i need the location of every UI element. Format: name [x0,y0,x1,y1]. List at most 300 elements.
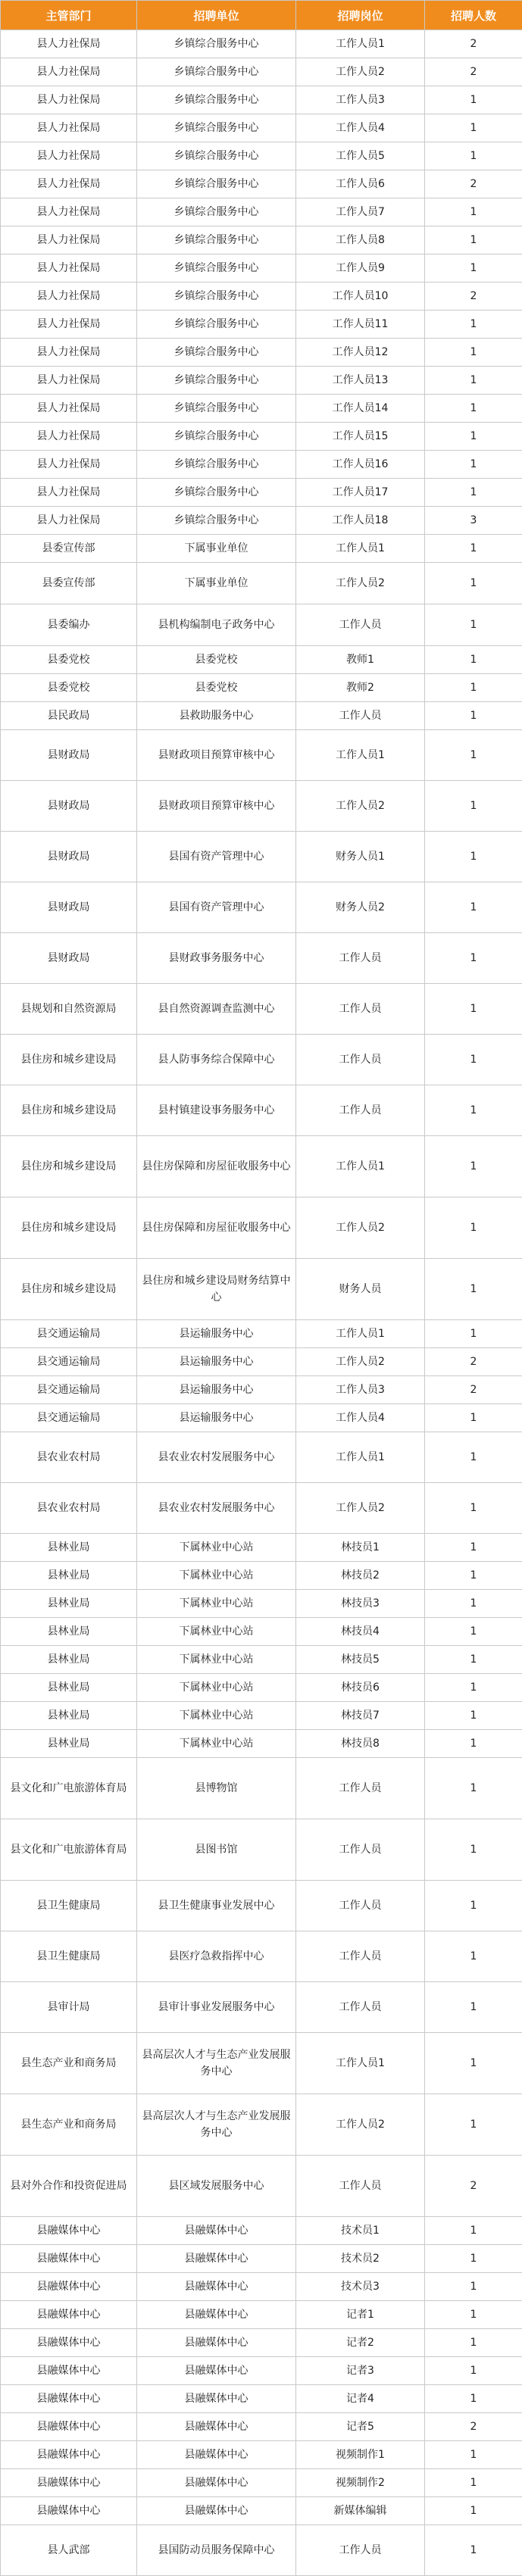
cell-post: 工作人员 [296,1085,425,1136]
table-row [1,479,522,507]
cell-post: 工作人员 [296,604,425,646]
cell-count: 1 [425,832,522,882]
table-row [1,2156,522,2217]
table-row [1,339,522,367]
cell-count: 1 [425,1136,522,1197]
cell-dept: 县林业局 [1,1534,137,1562]
cell-unit: 县国防动员服务保障中心 [137,2525,296,2576]
cell-unit: 县融媒体中心 [137,2245,296,2273]
cell-count: 1 [425,2385,522,2413]
cell-post: 林技员8 [296,1730,425,1758]
cell-unit: 县财政项目预算审核中心 [137,781,296,832]
table-row [1,58,522,86]
table-row [1,2441,522,2469]
cell-dept: 县人力社保局 [1,170,137,198]
table-row [1,1758,522,1819]
cell-dept: 县卫生健康局 [1,1931,137,1982]
table-row [1,535,522,563]
cell-count: 3 [425,507,522,535]
cell-unit: 县融媒体中心 [137,2273,296,2301]
cell-dept: 县人力社保局 [1,283,137,311]
cell-unit: 县高层次人才与生态产业发展服务中心 [137,2094,296,2156]
cell-dept: 县住房和城乡建设局 [1,1035,137,1085]
table-row [1,114,522,142]
cell-dept: 县林业局 [1,1562,137,1590]
cell-unit: 乡镇综合服务中心 [137,423,296,451]
cell-dept: 县融媒体中心 [1,2385,137,2413]
cell-count: 1 [425,367,522,395]
cell-post: 工作人员16 [296,451,425,479]
cell-unit: 县融媒体中心 [137,2441,296,2469]
cell-count: 1 [425,254,522,283]
cell-post: 林技员1 [296,1534,425,1562]
cell-dept: 县财政局 [1,933,137,984]
cell-unit: 县运输服务中心 [137,1320,296,1348]
table-row [1,563,522,604]
cell-dept: 县林业局 [1,1702,137,1730]
cell-dept: 县对外合作和投资促进局 [1,2156,137,2217]
cell-unit: 乡镇综合服务中心 [137,479,296,507]
table-row [1,2273,522,2301]
cell-dept: 县财政局 [1,832,137,882]
cell-count: 2 [425,2156,522,2217]
cell-unit: 下属林业中心站 [137,1646,296,1674]
cell-count: 1 [425,1819,522,1881]
cell-post: 工作人员4 [296,1404,425,1432]
cell-unit: 县医疗急救指挥中心 [137,1931,296,1982]
cell-dept: 县人力社保局 [1,198,137,226]
cell-unit: 县融媒体中心 [137,2329,296,2357]
cell-unit: 乡镇综合服务中心 [137,283,296,311]
cell-count: 1 [425,2033,522,2094]
cell-post: 新媒体编辑 [296,2497,425,2525]
cell-count: 1 [425,339,522,367]
table-row [1,933,522,984]
cell-post: 工作人员11 [296,311,425,339]
cell-count: 1 [425,1758,522,1819]
table-row [1,604,522,646]
cell-count: 1 [425,1590,522,1618]
cell-post: 林技员5 [296,1646,425,1674]
table-row [1,1881,522,1931]
cell-dept: 县融媒体中心 [1,2217,137,2245]
cell-dept: 县融媒体中心 [1,2413,137,2441]
table-row [1,1730,522,1758]
cell-dept: 县财政局 [1,730,137,781]
cell-count: 1 [425,2441,522,2469]
cell-dept: 县人力社保局 [1,311,137,339]
cell-count: 1 [425,2469,522,2497]
cell-dept: 县融媒体中心 [1,2329,137,2357]
cell-dept: 县文化和广电旅游体育局 [1,1758,137,1819]
cell-dept: 县交通运输局 [1,1320,137,1348]
cell-count: 2 [425,2413,522,2441]
cell-post: 记者5 [296,2413,425,2441]
cell-post: 工作人员 [296,2156,425,2217]
table-row [1,1562,522,1590]
table-row [1,1035,522,1085]
cell-post: 工作人员 [296,984,425,1035]
cell-count: 1 [425,535,522,563]
cell-unit: 下属事业单位 [137,535,296,563]
table-row [1,646,522,674]
cell-dept: 县人力社保局 [1,395,137,423]
cell-count: 1 [425,882,522,933]
cell-dept: 县人力社保局 [1,114,137,142]
table-row [1,1085,522,1136]
table-row [1,1590,522,1618]
cell-dept: 县民政局 [1,702,137,730]
cell-dept: 县财政局 [1,781,137,832]
cell-dept: 县文化和广电旅游体育局 [1,1819,137,1881]
cell-post: 财务人员2 [296,882,425,933]
cell-unit: 县融媒体中心 [137,2385,296,2413]
cell-dept: 县人武部 [1,2525,137,2576]
table-row [1,2469,522,2497]
table-row [1,1618,522,1646]
cell-dept: 县委宣传部 [1,563,137,604]
cell-post: 工作人员 [296,933,425,984]
cell-unit: 下属事业单位 [137,563,296,604]
header-dept: 主管部门 [1,1,137,30]
header-unit: 招聘单位 [137,1,296,30]
cell-count: 1 [425,2329,522,2357]
cell-unit: 县图书馆 [137,1819,296,1881]
cell-count: 1 [425,395,522,423]
cell-post: 工作人员3 [296,1376,425,1404]
cell-post: 工作人员1 [296,1320,425,1348]
cell-unit: 县财政事务服务中心 [137,933,296,984]
cell-count: 1 [425,86,522,114]
cell-unit: 县融媒体中心 [137,2217,296,2245]
table-row [1,2497,522,2525]
table-row [1,2301,522,2329]
cell-unit: 乡镇综合服务中心 [137,395,296,423]
cell-unit: 县融媒体中心 [137,2497,296,2525]
cell-post: 工作人员4 [296,114,425,142]
table-row [1,226,522,254]
cell-post: 教师2 [296,674,425,702]
cell-post: 工作人员10 [296,283,425,311]
cell-dept: 县人力社保局 [1,254,137,283]
cell-post: 工作人员8 [296,226,425,254]
cell-post: 工作人员1 [296,535,425,563]
cell-count: 1 [425,114,522,142]
cell-post: 林技员2 [296,1562,425,1590]
cell-count: 1 [425,423,522,451]
cell-dept: 县农业农村局 [1,1432,137,1483]
cell-post: 工作人员 [296,702,425,730]
cell-count: 1 [425,730,522,781]
cell-count: 1 [425,984,522,1035]
cell-unit: 县卫生健康事业发展中心 [137,1881,296,1931]
table-body [1,30,522,2576]
cell-dept: 县融媒体中心 [1,2273,137,2301]
cell-count: 1 [425,1483,522,1534]
cell-count: 1 [425,1674,522,1702]
cell-dept: 县融媒体中心 [1,2245,137,2273]
cell-dept: 县生态产业和商务局 [1,2094,137,2156]
cell-post: 工作人员2 [296,58,425,86]
cell-dept: 县人力社保局 [1,30,137,58]
cell-unit: 县审计事业发展服务中心 [137,1982,296,2033]
cell-count: 1 [425,226,522,254]
cell-dept: 县委党校 [1,646,137,674]
cell-post: 工作人员 [296,1881,425,1931]
header-post: 招聘岗位 [296,1,425,30]
cell-post: 工作人员1 [296,730,425,781]
cell-unit: 下属林业中心站 [137,1618,296,1646]
cell-count: 1 [425,198,522,226]
table-row [1,1931,522,1982]
table-row [1,2413,522,2441]
cell-count: 1 [425,1702,522,1730]
cell-count: 1 [425,702,522,730]
cell-count: 2 [425,30,522,58]
cell-count: 1 [425,2217,522,2245]
cell-unit: 县委党校 [137,646,296,674]
cell-post: 工作人员7 [296,198,425,226]
cell-dept: 县交通运输局 [1,1348,137,1376]
table-row [1,1376,522,1404]
table-row [1,1982,522,2033]
cell-post: 林技员6 [296,1674,425,1702]
table-row [1,395,522,423]
table-row [1,1702,522,1730]
cell-unit: 县区域发展服务中心 [137,2156,296,2217]
table-row [1,702,522,730]
table-row [1,311,522,339]
cell-dept: 县林业局 [1,1618,137,1646]
table-row [1,1320,522,1348]
cell-post: 工作人员2 [296,1348,425,1376]
cell-dept: 县财政局 [1,882,137,933]
cell-dept: 县住房和城乡建设局 [1,1136,137,1197]
cell-post: 工作人员2 [296,781,425,832]
cell-count: 1 [425,1730,522,1758]
cell-count: 1 [425,1646,522,1674]
cell-post: 林技员4 [296,1618,425,1646]
cell-unit: 县运输服务中心 [137,1376,296,1404]
cell-count: 1 [425,1881,522,1931]
table-row [1,1534,522,1562]
cell-count: 1 [425,781,522,832]
cell-dept: 县人力社保局 [1,226,137,254]
cell-count: 1 [425,311,522,339]
cell-count: 1 [425,2525,522,2576]
cell-unit: 县人防事务综合保障中心 [137,1035,296,1085]
table-row [1,423,522,451]
cell-dept: 县林业局 [1,1590,137,1618]
cell-count: 1 [425,142,522,170]
cell-post: 林技员3 [296,1590,425,1618]
cell-post: 工作人员1 [296,30,425,58]
cell-dept: 县林业局 [1,1730,137,1758]
cell-count: 2 [425,58,522,86]
table-row [1,882,522,933]
cell-count: 1 [425,1259,522,1320]
cell-unit: 乡镇综合服务中心 [137,114,296,142]
cell-dept: 县融媒体中心 [1,2441,137,2469]
cell-unit: 乡镇综合服务中心 [137,339,296,367]
cell-dept: 县住房和城乡建设局 [1,1197,137,1259]
table-row [1,283,522,311]
cell-post: 工作人员1 [296,1432,425,1483]
cell-count: 2 [425,1376,522,1404]
cell-count: 1 [425,933,522,984]
table-row [1,984,522,1035]
cell-post: 记者1 [296,2301,425,2329]
table-row [1,674,522,702]
cell-unit: 县运输服务中心 [137,1348,296,1376]
table-row [1,2525,522,2576]
table-row [1,86,522,114]
cell-unit: 下属林业中心站 [137,1534,296,1562]
cell-post: 工作人员2 [296,1483,425,1534]
cell-unit: 县村镇建设事务服务中心 [137,1085,296,1136]
table-row [1,2245,522,2273]
cell-count: 1 [425,2497,522,2525]
cell-post: 工作人员13 [296,367,425,395]
cell-dept: 县住房和城乡建设局 [1,1085,137,1136]
cell-count: 1 [425,1982,522,2033]
cell-unit: 县融媒体中心 [137,2469,296,2497]
cell-unit: 下属林业中心站 [137,1702,296,1730]
cell-unit: 乡镇综合服务中心 [137,311,296,339]
cell-unit: 县融媒体中心 [137,2357,296,2385]
cell-count: 1 [425,1404,522,1432]
cell-count: 1 [425,1534,522,1562]
table-row [1,1348,522,1376]
cell-dept: 县人力社保局 [1,86,137,114]
cell-unit: 乡镇综合服务中心 [137,86,296,114]
table-row [1,1432,522,1483]
header-count: 招聘人数 [425,1,522,30]
cell-post: 技术员3 [296,2273,425,2301]
table-header-row [1,1,522,30]
cell-unit: 县住房和城乡建设局财务结算中心 [137,1259,296,1320]
cell-unit: 县国有资产管理中心 [137,882,296,933]
cell-post: 工作人员14 [296,395,425,423]
cell-dept: 县委编办 [1,604,137,646]
cell-post: 工作人员2 [296,563,425,604]
cell-unit: 乡镇综合服务中心 [137,367,296,395]
cell-post: 工作人员5 [296,142,425,170]
table-row [1,2094,522,2156]
cell-dept: 县规划和自然资源局 [1,984,137,1035]
cell-count: 1 [425,2357,522,2385]
table-row [1,170,522,198]
cell-count: 1 [425,2301,522,2329]
cell-dept: 县人力社保局 [1,367,137,395]
cell-count: 2 [425,1348,522,1376]
cell-count: 1 [425,604,522,646]
table-row [1,2033,522,2094]
cell-post: 工作人员12 [296,339,425,367]
cell-unit: 县高层次人才与生态产业发展服务中心 [137,2033,296,2094]
cell-unit: 县融媒体中心 [137,2301,296,2329]
cell-post: 工作人员18 [296,507,425,535]
cell-count: 1 [425,1320,522,1348]
cell-unit: 县运输服务中心 [137,1404,296,1432]
cell-dept: 县人力社保局 [1,423,137,451]
cell-count: 1 [425,1197,522,1259]
cell-post: 工作人员 [296,1982,425,2033]
cell-count: 1 [425,2245,522,2273]
cell-dept: 县人力社保局 [1,142,137,170]
cell-count: 1 [425,1432,522,1483]
cell-unit: 下属林业中心站 [137,1674,296,1702]
cell-dept: 县住房和城乡建设局 [1,1259,137,1320]
cell-dept: 县人力社保局 [1,507,137,535]
cell-dept: 县融媒体中心 [1,2469,137,2497]
cell-post: 技术员1 [296,2217,425,2245]
cell-count: 1 [425,563,522,604]
cell-count: 1 [425,2273,522,2301]
cell-unit: 县农业农村发展服务中心 [137,1483,296,1534]
cell-count: 1 [425,646,522,674]
cell-post: 工作人员15 [296,423,425,451]
table-row [1,2217,522,2245]
cell-dept: 县人力社保局 [1,339,137,367]
cell-post: 记者3 [296,2357,425,2385]
cell-post: 记者4 [296,2385,425,2413]
cell-unit: 县农业农村发展服务中心 [137,1432,296,1483]
cell-post: 工作人员 [296,1758,425,1819]
cell-dept: 县林业局 [1,1674,137,1702]
cell-dept: 县卫生健康局 [1,1881,137,1931]
table-row [1,30,522,58]
cell-dept: 县交通运输局 [1,1376,137,1404]
cell-post: 工作人员1 [296,2033,425,2094]
table-row [1,832,522,882]
table-row [1,198,522,226]
cell-dept: 县交通运输局 [1,1404,137,1432]
cell-post: 工作人员17 [296,479,425,507]
cell-dept: 县人力社保局 [1,451,137,479]
cell-post: 工作人员2 [296,2094,425,2156]
cell-count: 1 [425,1931,522,1982]
cell-post: 工作人员 [296,1035,425,1085]
cell-post: 工作人员1 [296,1136,425,1197]
cell-dept: 县融媒体中心 [1,2301,137,2329]
cell-count: 2 [425,283,522,311]
cell-count: 1 [425,2094,522,2156]
cell-unit: 县财政项目预算审核中心 [137,730,296,781]
cell-post: 工作人员6 [296,170,425,198]
cell-unit: 县住房保障和房屋征收服务中心 [137,1136,296,1197]
cell-unit: 乡镇综合服务中心 [137,198,296,226]
cell-dept: 县生态产业和商务局 [1,2033,137,2094]
cell-dept: 县融媒体中心 [1,2357,137,2385]
cell-dept: 县人力社保局 [1,58,137,86]
cell-dept: 县委党校 [1,674,137,702]
cell-dept: 县林业局 [1,1646,137,1674]
cell-dept: 县农业农村局 [1,1483,137,1534]
cell-count: 1 [425,1562,522,1590]
table-row [1,1483,522,1534]
cell-post: 工作人员 [296,1931,425,1982]
cell-unit: 下属林业中心站 [137,1562,296,1590]
cell-count: 1 [425,451,522,479]
table-row [1,781,522,832]
cell-post: 林技员7 [296,1702,425,1730]
table-row [1,1646,522,1674]
cell-post: 视频制作1 [296,2441,425,2469]
cell-post: 视频制作2 [296,2469,425,2497]
cell-unit: 县救助服务中心 [137,702,296,730]
cell-unit: 乡镇综合服务中心 [137,507,296,535]
